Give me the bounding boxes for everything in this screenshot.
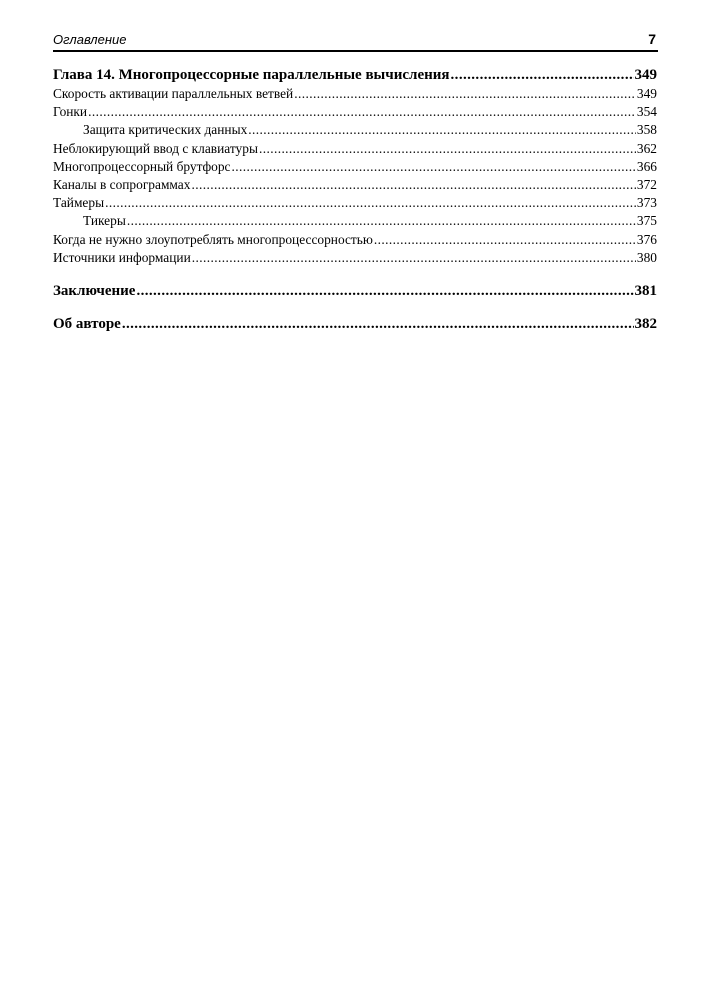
toc-section-timers[interactable] (53, 194, 657, 212)
toc-conclusion[interactable] (53, 282, 657, 301)
toc-entry-page: 381 (634, 283, 657, 300)
toc-entry-page: 382 (634, 316, 657, 333)
toc-entry-page: 358 (636, 122, 657, 138)
dot-leader (105, 194, 636, 212)
dot-leader (248, 121, 636, 139)
table-of-contents (53, 66, 657, 334)
dot-leader (451, 66, 634, 85)
running-header-title: Оглавление (53, 32, 127, 47)
toc-entry-page: 366 (636, 158, 657, 174)
toc-section-bruteforce[interactable] (53, 158, 657, 176)
dot-leader (374, 231, 636, 249)
dot-leader (192, 249, 636, 267)
toc-section-sources[interactable] (53, 249, 657, 267)
toc-subsection-tickers[interactable] (53, 212, 657, 230)
toc-entry-title: Тикеры (83, 213, 126, 229)
toc-entry-page: 375 (636, 213, 657, 229)
toc-chapter-14[interactable] (53, 66, 657, 85)
page-number: 7 (648, 31, 656, 47)
toc-entry-page: 373 (636, 195, 657, 211)
dot-leader (88, 103, 636, 121)
toc-entry-title: Защита критических данных (83, 122, 248, 138)
dot-leader (191, 176, 635, 194)
toc-section-nonblocking-input[interactable] (53, 140, 657, 158)
toc-entry-page: 376 (636, 231, 657, 247)
toc-entry-title: Когда не нужно злоупотреблять многопроцессорностью (53, 231, 373, 247)
toc-entry-title: Каналы в сопрограммах (53, 177, 191, 193)
toc-entry-title: Гонки (53, 104, 88, 120)
dot-leader (127, 212, 636, 230)
toc-entry-title: Источники информации (53, 249, 191, 265)
toc-entry-title: Глава 14. Многопроцессорные параллельные вычисления (53, 67, 450, 83)
toc-entry-page: 372 (636, 177, 657, 193)
toc-section-activation-speed[interactable] (53, 85, 657, 103)
dot-leader (122, 315, 634, 334)
toc-entry-page: 362 (636, 140, 657, 156)
dot-leader (294, 85, 636, 103)
toc-entry-title: Заключение (53, 283, 136, 300)
toc-subsection-critical-data[interactable] (53, 121, 657, 139)
toc-entry-page: 349 (636, 86, 657, 101)
toc-entry-title: Таймеры (53, 195, 105, 211)
dot-leader (136, 282, 633, 301)
toc-entry-title: Об авторе (53, 316, 121, 333)
toc-entry-page: 380 (636, 249, 657, 265)
toc-entry-page: 354 (636, 104, 657, 120)
toc-entry-page: 349 (634, 67, 657, 83)
toc-section-races[interactable] (53, 103, 657, 121)
toc-about-author[interactable] (53, 315, 657, 334)
toc-entry-title: Многопроцессорный брутфорс (53, 158, 231, 174)
toc-section-overuse[interactable] (53, 231, 657, 249)
toc-entry-title: Скорость активации параллельных ветвей (53, 86, 294, 101)
toc-entry-title: Неблокирующий ввод с клавиатуры (53, 140, 258, 156)
dot-leader (259, 140, 636, 158)
dot-leader (231, 158, 635, 176)
running-header (53, 30, 658, 52)
toc-section-channels[interactable] (53, 176, 657, 194)
